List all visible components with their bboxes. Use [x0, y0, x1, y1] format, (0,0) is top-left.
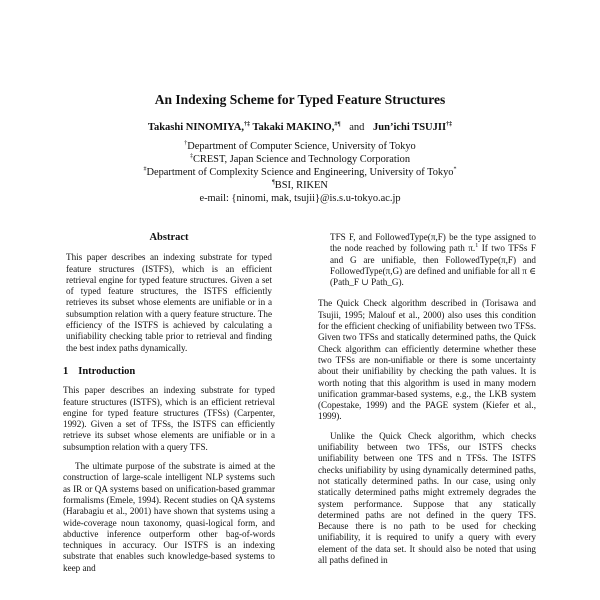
paragraph: The Quick Check algorithm described in (Torisawa and Tsujii, 1995; Malouf et al., 2000) also uses this condition for the efficient checking of unifiability between two TFSs. Given two TFSs and statically determined paths, the Quick Check algorithm can efficiently determine whether these two TFSs are non-unifiable or there is some uncertainty about their unifiability by checking the path values. It is worth noting that this algorithm is used in many modern unification grammar-based systems, e.g., the LKB system (Copestake, 1999) and the PAGE system (Kiefer et al., 1999).	[318, 298, 536, 422]
abstract-heading: Abstract	[149, 232, 189, 243]
affiliation-mark: ¶	[272, 179, 275, 186]
continued-line: If two TFSs F and G are unifiable, then FollowedType(π,F) and FollowedType(π,G) are defined and unifiable for all π ∈ (Path_F ∪ Path_G).	[330, 243, 537, 288]
affiliations	[0, 140, 600, 205]
abstract-text: This paper describes an indexing substrate for typed feature structures (ISTFS), which is an efficient retrieval engine for typed feature structures. Given a set of typed feature structures, the ISTFS efficiently retrieves its subset whose elements are unifiable or in a subsumption relation with a query feature structure. The efficiency of the ISTFS is achieved by calculating a unifiability checking table prior to retrieval and finding the best index paths dynamically.	[66, 252, 272, 353]
affiliation-line	[0, 166, 600, 179]
paragraph: The ultimate purpose of the substrate is aimed at the construction of large-scale intelligent NLP systems such as IR or QA systems based on unification-based grammar formalisms (Emele, 1994). Recent studies on QA systems (Harabagiu et al., 2001) have shown that systems using a wide-coverage noun taxonomy, quasi-logical form, and abductive inference outperform other bag-of-words techniques in accuracy. Our ISTFS is an indexing substrate that enables such knowledge-based systems to keep and	[63, 461, 275, 573]
footnote-mark: 1	[475, 243, 479, 250]
paragraph: Unlike the Quick Check algorithm, which checks unifiability between two TFSs, our ISTFS checks unifiability between one TFS and n TFSs. The ISTFS checks unifiability by using dynamically determined paths, not statically determined paths. In our case, using only statically determined paths might extremely degrades the system performance. Suppose that any statically determined paths are not defined in the query TFS. Because there is no path to be used for checking unifiability, it is required to unify a query with every element of the data set. It should also be noted that using all paths defined in	[318, 430, 536, 566]
affiliation-suffix: *	[453, 166, 457, 173]
affiliation-mark: #	[143, 166, 147, 173]
author-line	[0, 122, 600, 133]
affiliation-mark: ‡	[189, 153, 193, 160]
author-name: Takashi NINOMIYA,	[147, 122, 245, 133]
author-affil-mark: #¶	[334, 121, 341, 128]
author-name: Takaki MAKINO,	[252, 122, 335, 133]
affiliation-line	[0, 153, 600, 166]
right-column	[318, 232, 536, 574]
affiliation-mark: †	[184, 140, 188, 147]
email-line: e-mail: {ninomi, mak, tsujii}@is.s.u-tokyo.ac.jp	[199, 193, 401, 204]
affiliation-text: Department of Complexity Science and Engineering, University of Tokyo	[146, 167, 454, 178]
affiliation-line	[0, 140, 600, 153]
author-conjunction: and	[349, 122, 365, 133]
paper-title: An Indexing Scheme for Typed Feature Structures	[154, 92, 446, 107]
continued-text	[330, 232, 536, 288]
affiliation-text: CREST, Japan Science and Technology Corporation	[192, 154, 411, 165]
section-number: 1	[63, 365, 69, 377]
affiliation-line	[0, 179, 600, 192]
author-affil-mark: †‡	[446, 121, 453, 128]
affiliation-text: BSI, RIKEN	[274, 180, 328, 191]
affiliation-text: Department of Computer Science, University of Tokyo	[187, 141, 416, 152]
section-title: Introduction	[78, 365, 136, 377]
section-heading	[63, 366, 275, 377]
author-name: Jun’ichi TSUJII	[373, 122, 447, 133]
author-affil-mark: †‡	[244, 121, 251, 128]
left-column	[63, 232, 275, 582]
continued-line: TFS F, and FollowedType(π,F) be the type assigned to the node reached by following path π.	[330, 232, 536, 254]
paragraph: This paper describes an indexing substrate for typed feature structures (ISTFS), which is an efficient retrieval engine for typed feature structures (TFSs) (Carpenter, 1992). Given a set of TFSs, the ISTFS can efficiently retrieve its subset whose elements are unifiable or in a subsumption relation with a query TFS.	[63, 385, 275, 452]
